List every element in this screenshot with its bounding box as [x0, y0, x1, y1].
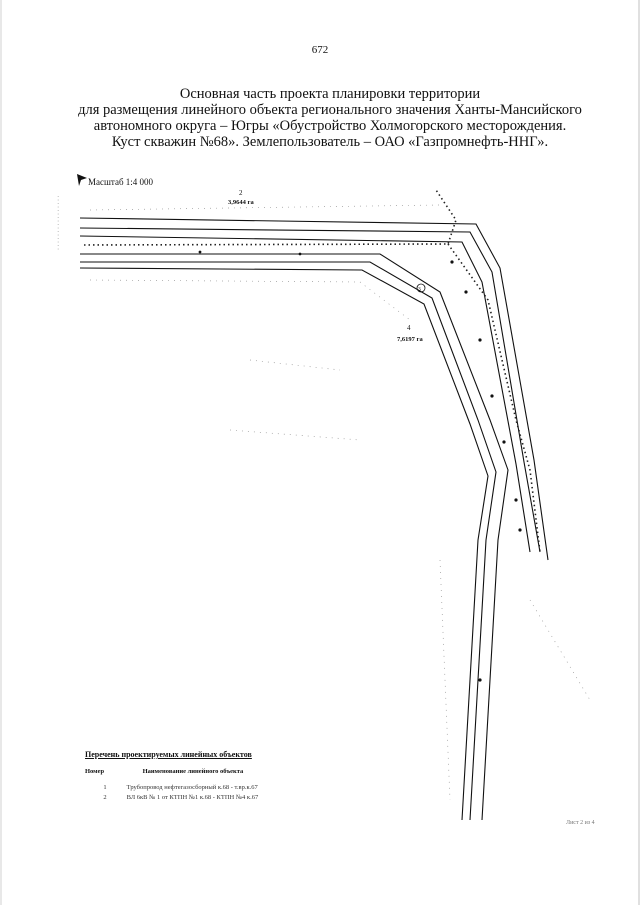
- pipeline-line: [80, 254, 508, 820]
- legend-title: Перечень проектируемых линейных объектов: [85, 750, 252, 759]
- legend-row: [85, 794, 258, 804]
- title-line-1: Основная часть проекта планировки территории: [179, 86, 481, 102]
- sheet-note: Лист 2 из 4: [566, 820, 595, 826]
- area-2-id: 2: [239, 189, 243, 197]
- corridor-lines: [80, 218, 548, 820]
- legend-row-name: ВЛ 6кВ № 1 от КТПН №1 к.68 - КТПН №4 к.67: [126, 794, 259, 801]
- legend-row-number: 1: [103, 784, 107, 791]
- dotted-boundary: [84, 190, 540, 552]
- legend-row-name: Трубопровод нефтегазосборный к.68 - т.вр.к.67: [126, 784, 258, 791]
- area-4-id: 4: [407, 324, 411, 332]
- page-number: 672: [311, 44, 329, 56]
- area-2-value: 3,9644 га: [228, 199, 254, 206]
- title-line-3: автономного округа – Югры «Обустройство Холмогорского месторождения.: [93, 118, 567, 134]
- scale-label: Масштаб 1:4 000: [88, 177, 154, 187]
- legend-col-name: Наименование линейного объекта: [142, 768, 244, 775]
- side-note: · · · · · · · · · · · · · · · ·: [56, 195, 62, 250]
- legend-col-number: Номер: [85, 768, 105, 775]
- legend-rows: [85, 784, 258, 804]
- legend-row-number: 2: [103, 794, 107, 801]
- title-line-2: для размещения линейного объекта регионального значения Ханты-Мансийского: [78, 102, 582, 118]
- faint-contours: [90, 205, 590, 800]
- title-line-4: Куст скважин №68». Землепользователь – ОАО «Газпромнефть-ННГ».: [111, 134, 549, 150]
- object-marker-label: 3: [418, 286, 421, 293]
- legend-header: [85, 768, 243, 775]
- legend-row: [85, 784, 258, 794]
- area-4-value: 7,6197 га: [397, 336, 423, 343]
